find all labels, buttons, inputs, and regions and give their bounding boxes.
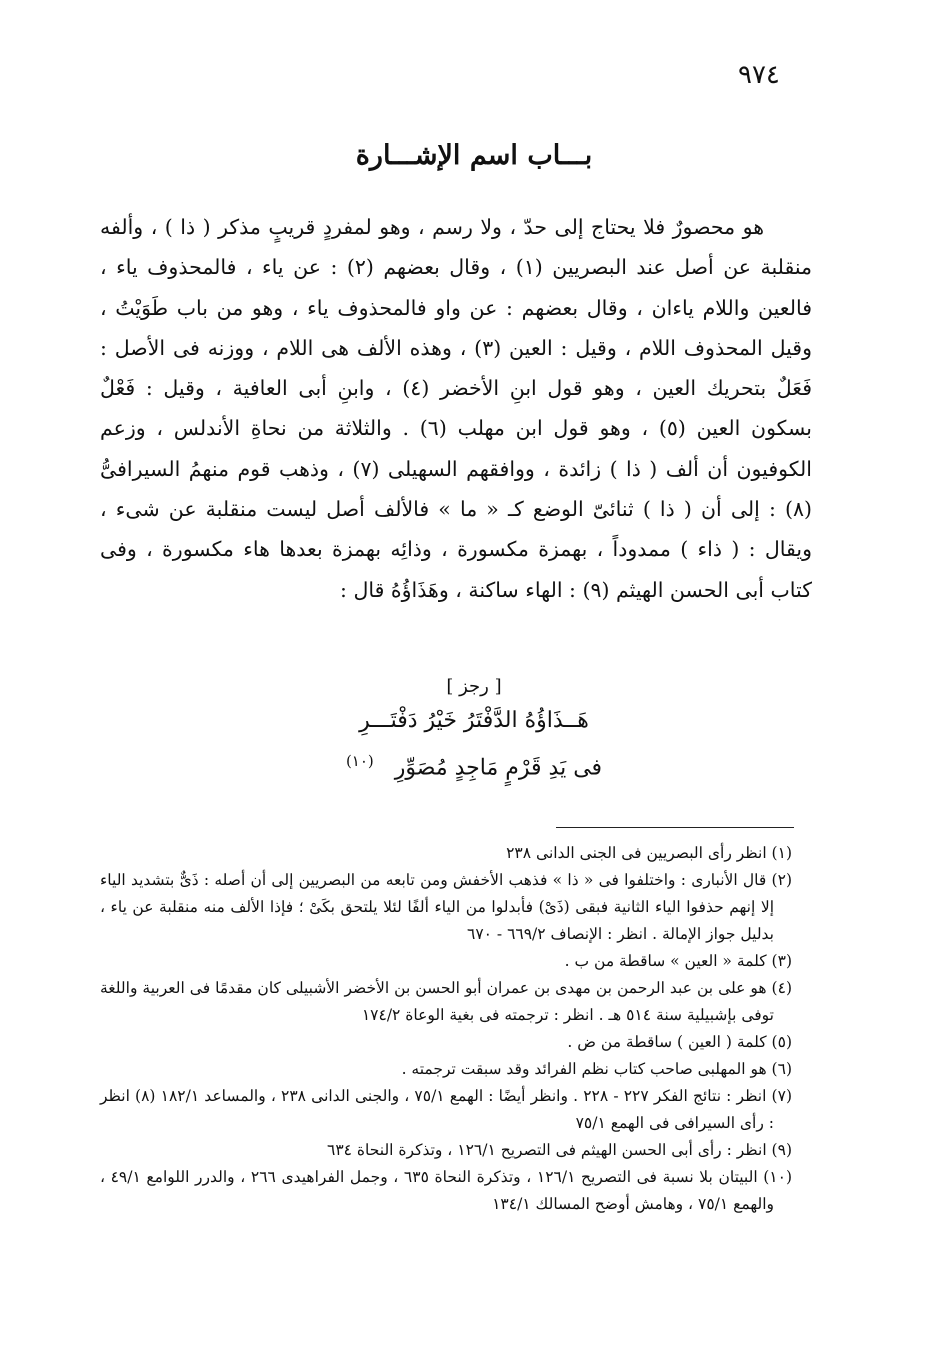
footnote-3: (٣) كلمة « العين » ساقطة من ب . [564, 952, 792, 970]
verse-line-2-text: فى يَدِ قَرْمٍ مَاجِدٍ مُصَوِّرِ [394, 755, 603, 781]
footnotes [100, 840, 792, 1218]
verse-line-1: هَــذَاؤُهُ الدَّفْتَرُ خَيْرُ دَفْتَـــرِ [359, 708, 589, 733]
footnote-10: (١٠) البيتان بلا نسبة فى التصريح ١٢٦/١ ، وتذكرة النحاة ٦٣٥ ، وجمل الفراهيدى ٢٦٦ ، والدرر اللوامع ٤٩/١ ، والهمع ٧٥/١ ، وهامش أوضح المسالك ١٣٤/١ [100, 1168, 793, 1213]
footnote-1: (١) انظر رأى البصريين فى الجنى الدانى ٢٣٨ [506, 844, 792, 862]
chapter-title: بـــاب اسم الإشـــارة [355, 140, 593, 171]
main-text [100, 207, 812, 610]
main-paragraph: هو محصورٌ فلا يحتاج إلى حدّ ، ولا رسم ، وهو لمفردٍ قريبٍ مذكر ( ذا ) ، وألفه منقلبة عن أصل عند البصريين (١) ، وقال بعضهم (٢) : عن ياء ، فالمحذوف ياء ، فالعين واللام ياءان ، وقال بعضهم : عن واو فالمحذوف ياء ، وهو من باب طَوَيْتُ ، وقيل المحذوف اللام ، وقيل : العين (٣) ، وهذه الألف هى اللام ، ووزنه فى الأصل : فَعَلٌ بتحريك العين ، وهو قول ابنِ الأخضر (٤) ، وابنِ أبى العافية ، وقيل : فَعْلٌ بسكون العين (٥) ، وهو قول ابن مهلب (٦) . والثلاثة من نحاةِ الأندلس ، وزعم الكوفيون أن ألف ( ذا ) زائدة ، ووافقهم السهيلى (٧) ، وذهب قوم منهمُ السيرافىُّ (٨) : إلى أن ( ذا ) ثنائىّ الوضع كـ « ما » فالألف أصل ليست منقلبة عن شىء ، ويقال : ( ذاء ) ممدوداً ، بهمزة مكسورة ، وذائِه بهمزة بعدها هاء مكسورة ، وفى كتاب أبى الحسن الهيثم (٩) : الهاء ساكنة ، وهَذَاؤُهُ قال : [100, 215, 813, 602]
footnote-7: (٧) انظر : نتائج الفكر ٢٢٧ - ٢٢٨ . وانظر أيضًا : الهمع ٧٥/١ ، والجنى الدانى ٢٣٨ ، والمساعد ١٨٢/١ (٨) انظر : رأى السيرافى فى الهمع ٧٥/١ [100, 1087, 792, 1132]
verse-line-2 [0, 752, 948, 780]
footnote-9: (٩) انظر : رأى أبى الحسن الهيثم فى التصريح ١٢٦/١ ، وتذكرة النحاة ٦٣٤ [327, 1141, 792, 1159]
footnote-4: (٤) هو على بن عبد الرحمن بن مهدى بن عمران أبو الحسن بن الأخضر الأشبيلى كان مقدمًا فى العربية واللغة توفى بإشبيلية سنة ٥١٤ هـ . انظر : ترجمته فى بغية الوعاة ١٧٤/٢ [100, 979, 792, 1024]
footnote-6: (٦) هو المهلبى صاحب كتاب نظم الفرائد وقد سبقت ترجمته . [401, 1060, 792, 1078]
footnote-2: (٢) قال الأنبارى : واختلفوا فى « ذا » فذهب الأخفش ومن تابعه من البصريين إلى أن أصله : ذَىٌّ بتشديد الياء إلا إنهم حذفوا الياء الثانية فبقى (ذَىْ) فأبدلوا من الياء ألفًا لئلا يلتحق بكَىْ ؛ فإذا الألف منه منقلبة عن ياء ، بدليل جواز الإمالة . انظر : الإنصاف ٦٦٩/٢ - ٦٧٠ [100, 871, 792, 943]
footnote-5: (٥) كلمة ( العين ) ساقطة من ض . [567, 1033, 792, 1051]
page-number: ٩٧٤ [738, 60, 780, 90]
verse-footnote-ref: (١٠) [345, 752, 374, 770]
footnote-divider [556, 827, 794, 828]
verse-meter: [ رجز ] [446, 676, 502, 697]
